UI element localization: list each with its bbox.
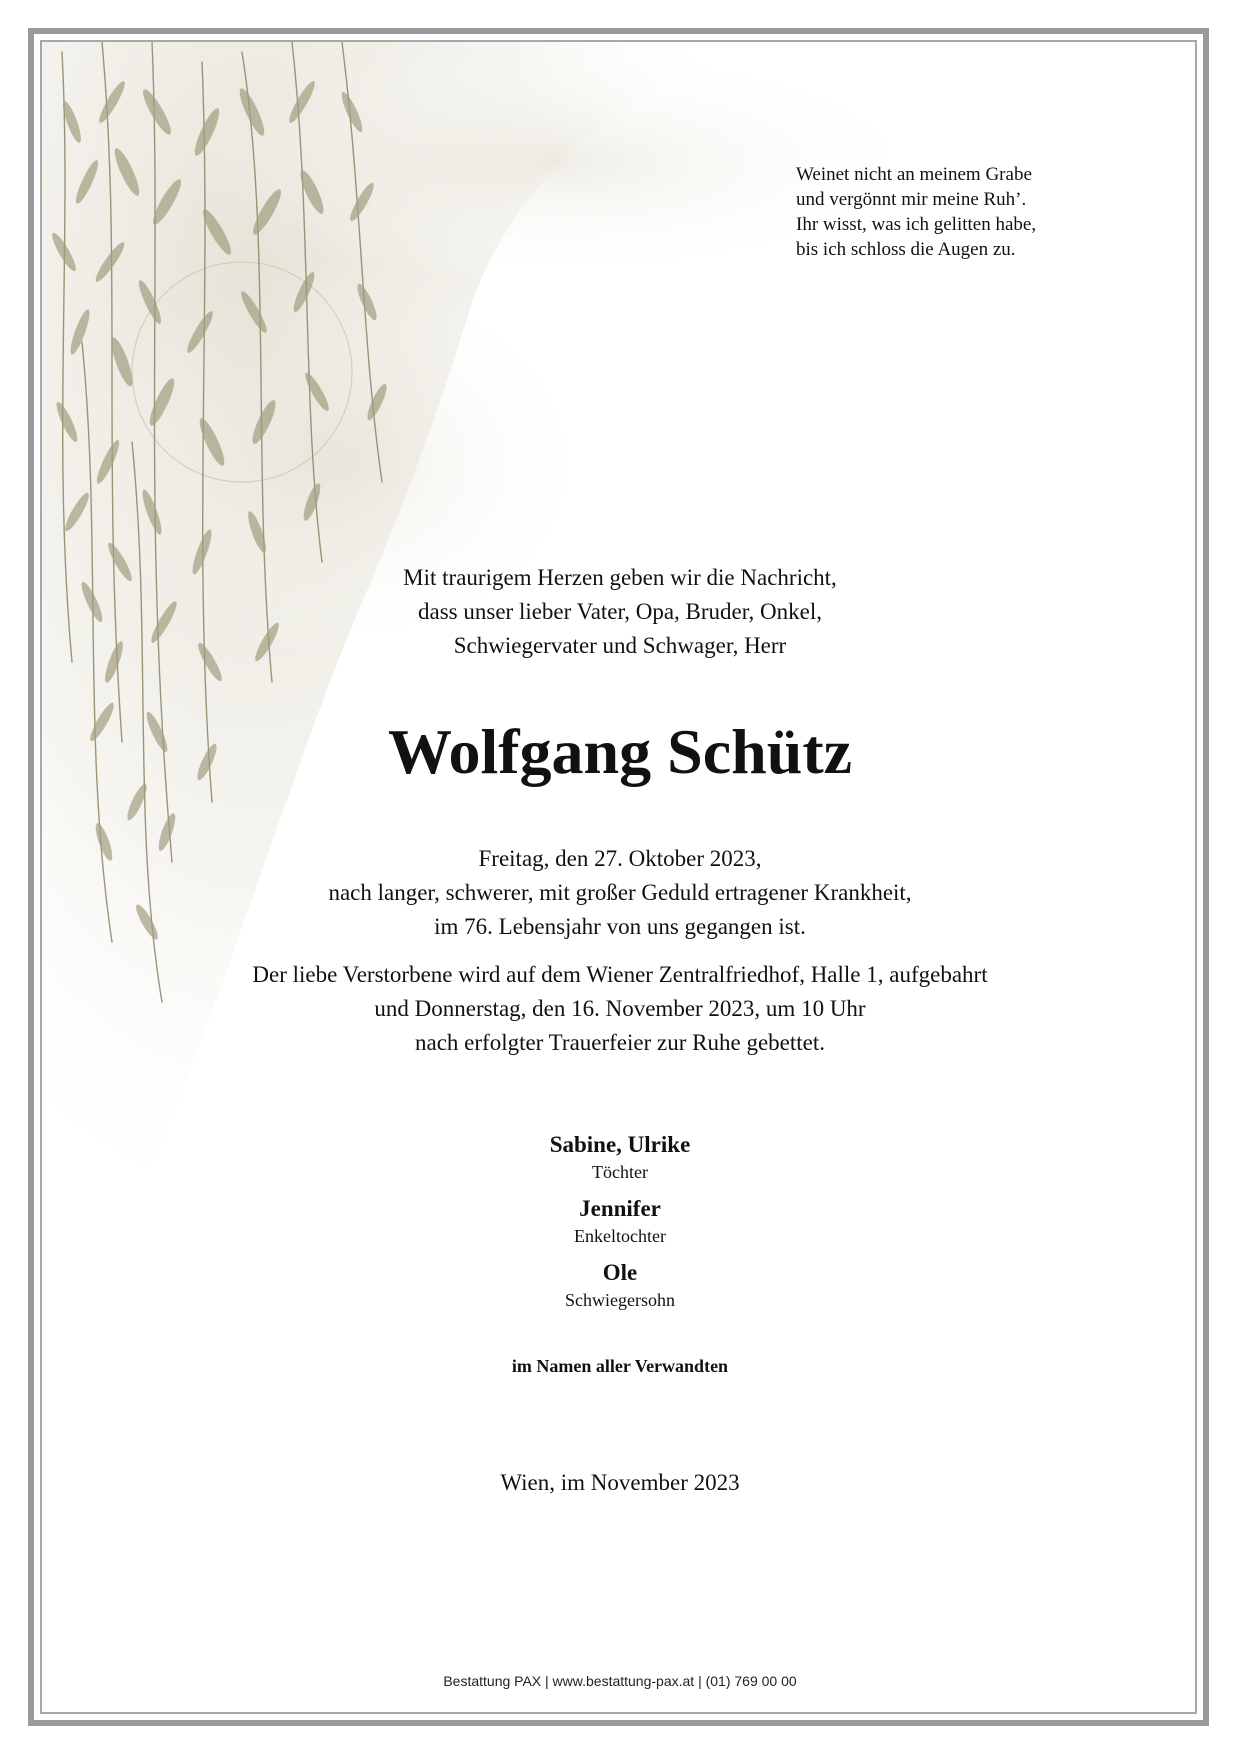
intro-line: dass unser lieber Vater, Opa, Bruder, Onkel, [418,599,822,624]
survivor-name: Ole [602,1260,638,1285]
survivor-relation: Enkeltochter [574,1226,666,1246]
survivor-entry [0,1130,1240,1184]
motto-line: Ihr wisst, was ich gelitten habe, [796,214,1037,235]
death-line: nach langer, schwerer, mit großer Geduld ertragener Krankheit, [328,880,912,905]
intro-line: Schwiegervater und Schwager, Herr [453,633,787,658]
survivor-relation: Töchter [592,1162,648,1182]
death-notice [0,842,1240,944]
death-line: im 76. Lebensjahr von uns gegangen ist. [434,914,806,939]
survivor-entry [0,1258,1240,1312]
burial-line: nach erfolgter Trauerfeier zur Ruhe gebettet. [415,1030,825,1055]
intro-line: Mit traurigem Herzen geben wir die Nachricht, [403,565,837,590]
intro-text [0,561,1240,663]
place-date: Wien, im November 2023 [500,1470,740,1495]
burial-notice [0,958,1240,1060]
motto-line: Weinet nicht an meinem Grabe [796,164,1032,185]
motto-verse [796,162,1036,262]
survivor-name: Sabine, Ulrike [549,1132,691,1157]
motto-line: und vergönnt mir meine Ruh’. [796,189,1027,210]
survivor-relation: Schwiegersohn [565,1290,675,1310]
burial-line: Der liebe Verstorbene wird auf dem Wiener Zentralfriedhof, Halle 1, aufgebahrt [252,962,988,987]
survivor-name: Jennifer [579,1196,661,1221]
survivor-entry [0,1194,1240,1248]
burial-line: und Donnerstag, den 16. November 2023, um 10 Uhr [374,996,866,1021]
motto-line: bis ich schloss die Augen zu. [796,239,1016,260]
survivors-list [0,1130,1240,1322]
deceased-name: Wolfgang Schütz [387,716,853,787]
on-behalf-line: im Namen aller Verwandten [511,1356,729,1376]
funeral-home-footer: Bestattung PAX | www.bestattung-pax.at | (01) 769 00 00 [443,1673,797,1689]
death-line: Freitag, den 27. Oktober 2023, [478,846,762,871]
